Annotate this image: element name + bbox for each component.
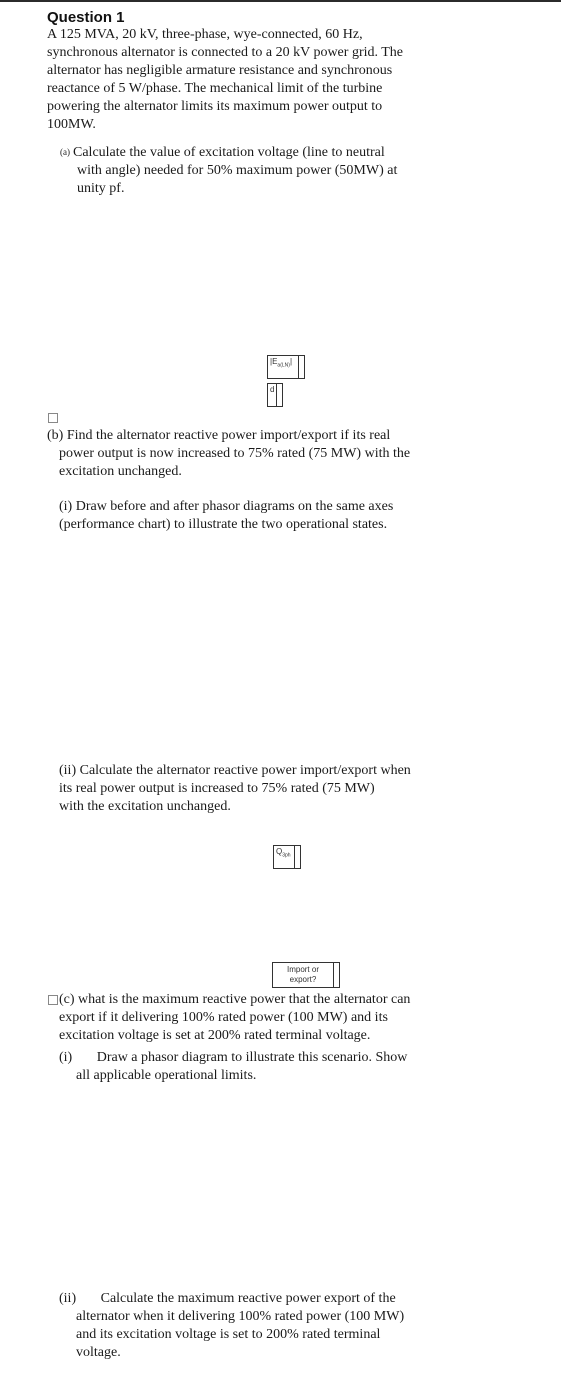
- answer-box-tail: [299, 355, 305, 379]
- part-c-i: [59, 1049, 407, 1085]
- intro-line: reactance of 5 W/phase. The mechanical limit of the turbine: [47, 81, 383, 96]
- part-c-line: (c) what is the maximum reactive power that the alternator can: [59, 992, 411, 1007]
- part-a-marker: (a): [60, 147, 70, 157]
- import-export-answer-box[interactable]: Import or export?: [272, 962, 334, 988]
- reactive-power-answer-box[interactable]: $Q_{3ph}$: [273, 845, 295, 869]
- part-a-line: unity pf.: [77, 181, 125, 196]
- part-b-i: [59, 498, 393, 534]
- part-c-ii-line: voltage.: [76, 1345, 121, 1360]
- part-b-ii-line: its real power output is increased to 75% rated (75 MW): [59, 781, 375, 796]
- answer-box-tail: [277, 383, 283, 407]
- part-b-i-line: (i) Draw before and after phasor diagrams on the same axes: [59, 499, 394, 514]
- part-c-i-line: (i) Draw a phasor diagram to illustrate this scenario. Show: [59, 1050, 408, 1065]
- intro-line: alternator has negligible armature resistance and synchronous: [47, 63, 393, 78]
- answer-box-tail: [295, 845, 301, 869]
- part-c: [59, 991, 410, 1045]
- part-b-ii-line: (ii) Calculate the alternator reactive power import/export when: [59, 763, 411, 778]
- part-c-checkbox[interactable]: [48, 995, 58, 1005]
- part-c-ii-line: alternator when it delivering 100% rated power (100 MW): [76, 1309, 405, 1324]
- question-intro: [47, 26, 403, 134]
- part-b-line: power output is now increased to 75% rated (75 MW) with the: [59, 446, 411, 461]
- answer-box-tail: [334, 962, 340, 988]
- part-a-line: (a) Calculate the value of excitation voltage (line to neutral: [60, 145, 385, 160]
- excitation-voltage-answer-box[interactable]: $|E_{a(LN)}|$: [267, 355, 299, 379]
- intro-line: powering the alternator limits its maximum power output to: [47, 99, 383, 114]
- intro-line: A 125 MVA, 20 kV, three-phase, wye-connected, 60 Hz,: [47, 27, 363, 42]
- part-c-line: excitation voltage is set at 200% rated terminal voltage.: [59, 1028, 371, 1043]
- part-a: [60, 143, 397, 198]
- power-angle-answer-box[interactable]: d: [267, 383, 277, 407]
- part-b: [47, 427, 410, 481]
- question-title: Question 1: [47, 9, 125, 26]
- intro-line: synchronous alternator is connected to a 20 kV power grid. The: [47, 45, 404, 60]
- part-b-ii-line: with the excitation unchanged.: [59, 799, 231, 814]
- part-b-line: excitation unchanged.: [59, 464, 182, 479]
- part-b-checkbox[interactable]: [48, 413, 58, 423]
- part-a-line: with angle) needed for 50% maximum power (50MW) at: [77, 163, 398, 178]
- part-c-line: export if it delivering 100% rated power (100 MW) and its: [59, 1010, 388, 1025]
- part-c-ii-line: and its excitation voltage is set to 200% rated terminal: [76, 1327, 381, 1342]
- top-rule: [0, 0, 561, 2]
- part-c-ii-line: (ii) Calculate the maximum reactive power export of the: [59, 1291, 396, 1306]
- part-c-ii: [59, 1290, 404, 1362]
- intro-line: 100MW.: [47, 117, 96, 132]
- part-b-line: (b) Find the alternator reactive power import/export if its real: [47, 428, 391, 443]
- part-b-ii: [59, 762, 411, 816]
- part-c-i-line: all applicable operational limits.: [76, 1068, 257, 1083]
- part-b-i-line: (performance chart) to illustrate the two operational states.: [59, 517, 388, 532]
